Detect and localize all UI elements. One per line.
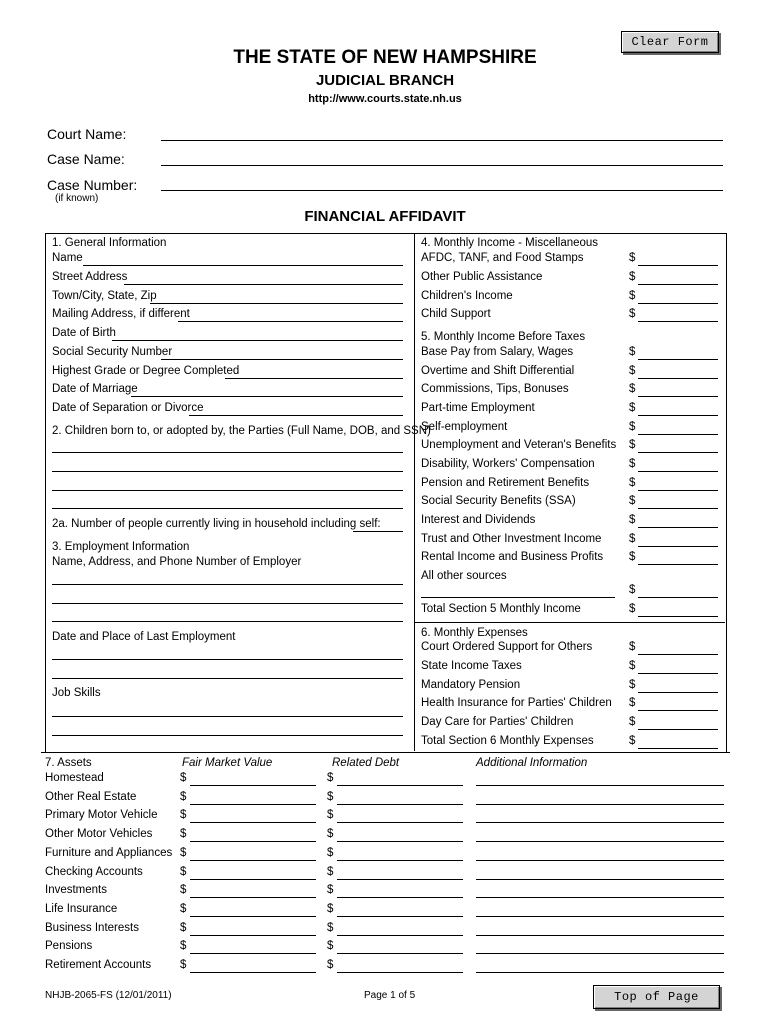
currency-sign: $ <box>327 940 334 953</box>
asset-label: Homestead <box>45 772 104 784</box>
currency-sign: $ <box>629 716 636 728</box>
employer-line[interactable] <box>52 621 403 622</box>
s1-field-input[interactable] <box>150 303 403 304</box>
currency-sign: $ <box>180 790 187 803</box>
currency-sign: $ <box>629 603 636 615</box>
s1-field-input[interactable] <box>189 415 403 416</box>
currency-sign: $ <box>629 439 636 451</box>
asset-debt-input[interactable] <box>337 804 463 805</box>
s1-field-input[interactable] <box>124 284 403 285</box>
s2-children-line[interactable] <box>52 490 403 491</box>
assets-title: 7. Assets <box>45 757 92 769</box>
s1-field-input[interactable] <box>83 265 403 266</box>
asset-fmv-input[interactable] <box>190 860 316 861</box>
s1-title: 1. General Information <box>52 237 167 249</box>
s2a-label: 2a. Number of people currently living in household including self: <box>52 518 381 530</box>
asset-debt-input[interactable] <box>337 953 463 954</box>
s1-field-label: Highest Grade or Degree Completed <box>52 365 240 377</box>
currency-sign: $ <box>327 902 334 915</box>
s5-amount-input[interactable] <box>638 359 718 360</box>
s5-amount-input[interactable] <box>638 508 718 509</box>
employer-line[interactable] <box>52 584 403 585</box>
currency-sign: $ <box>327 884 334 897</box>
s1-field-input[interactable] <box>112 340 403 341</box>
asset-label: Checking Accounts <box>45 865 143 878</box>
s4-amount-input[interactable] <box>638 321 718 322</box>
s1-field-label: Date of Marriage <box>52 383 138 395</box>
asset-fmv-input[interactable] <box>190 935 316 936</box>
s3-title: 3. Employment Information <box>52 541 190 553</box>
last-employment-line[interactable] <box>52 659 403 660</box>
s5-amount-input[interactable] <box>638 471 718 472</box>
s1-field-label: Date of Separation or Divorce <box>52 402 204 414</box>
case-name-field[interactable] <box>161 165 723 166</box>
currency-sign: $ <box>327 790 334 803</box>
currency-sign: $ <box>629 365 636 377</box>
asset-label: Pensions <box>45 940 93 953</box>
s5-item-label: Rental Income and Business Profits <box>421 551 604 563</box>
s2a-count-input[interactable] <box>353 531 403 532</box>
asset-info-input[interactable] <box>476 897 724 898</box>
asset-fmv-input[interactable] <box>190 953 316 954</box>
clear-form-button[interactable]: Clear Form <box>621 31 719 53</box>
currency-sign: $ <box>629 308 636 320</box>
asset-info-input[interactable] <box>476 860 724 861</box>
assets-section <box>41 752 730 979</box>
s1-field-label: Social Security Number <box>52 346 173 358</box>
s1-field-label: Mailing Address, if different <box>52 308 190 320</box>
s5-amount-input[interactable] <box>638 434 718 435</box>
asset-label: Primary Motor Vehicle <box>45 809 158 822</box>
currency-sign: $ <box>180 921 187 934</box>
currency-sign: $ <box>180 828 187 841</box>
s2-children-line[interactable] <box>52 452 403 453</box>
currency-sign: $ <box>629 584 636 596</box>
currency-sign: $ <box>327 959 334 971</box>
currency-sign: $ <box>629 641 636 653</box>
asset-debt-input[interactable] <box>337 841 463 842</box>
s1-field-input[interactable] <box>161 359 403 360</box>
last-employment-label: Date and Place of Last Employment <box>52 631 236 643</box>
s4-amount-input[interactable] <box>638 284 718 285</box>
s5-item-label: Overtime and Shift Differential <box>421 365 575 377</box>
s5-total-amount[interactable] <box>638 616 718 617</box>
s5-item-label: Base Pay from Salary, Wages <box>421 346 574 358</box>
s6-amount-input[interactable] <box>638 692 718 693</box>
last-employment-line[interactable] <box>52 678 403 679</box>
case-name-label: Case Name: <box>47 151 125 167</box>
s6-total-amount[interactable] <box>638 748 718 749</box>
s5-item-label: Unemployment and Veteran's Benefits <box>421 439 617 451</box>
s4-item-label: AFDC, TANF, and Food Stamps <box>421 252 584 264</box>
currency-sign: $ <box>629 383 636 395</box>
s5-other-label: All other sources <box>421 570 507 582</box>
s5-item-label: Interest and Dividends <box>421 514 536 526</box>
asset-label: Other Real Estate <box>45 790 137 803</box>
s5-item-label: Self-employment <box>421 421 508 433</box>
s5-amount-input[interactable] <box>638 396 718 397</box>
asset-info-input[interactable] <box>476 841 724 842</box>
s1-field-label: Town/City, State, Zip <box>52 290 157 302</box>
currency-sign: $ <box>629 514 636 526</box>
case-number-field[interactable] <box>161 190 723 191</box>
s6-amount-input[interactable] <box>638 673 718 674</box>
currency-sign: $ <box>629 271 636 283</box>
currency-sign: $ <box>629 477 636 489</box>
asset-info-input[interactable] <box>476 935 724 936</box>
asset-label: Business Interests <box>45 921 139 934</box>
s6-amount-input[interactable] <box>638 729 718 730</box>
s6-item-label: Court Ordered Support for Others <box>421 641 593 653</box>
asset-debt-input[interactable] <box>337 916 463 917</box>
asset-info-input[interactable] <box>476 879 724 880</box>
asset-label: Life Insurance <box>45 902 118 915</box>
currency-sign: $ <box>629 421 636 433</box>
currency-sign: $ <box>629 735 636 747</box>
asset-info-input[interactable] <box>476 822 724 823</box>
asset-debt-input[interactable] <box>337 897 463 898</box>
s2-children-line[interactable] <box>52 508 403 509</box>
currency-sign: $ <box>629 697 636 709</box>
assets-col-fmv: Fair Market Value <box>182 757 273 769</box>
currency-sign: $ <box>180 959 187 971</box>
column-divider <box>414 233 415 751</box>
currency-sign: $ <box>180 940 187 953</box>
currency-sign: $ <box>327 846 334 859</box>
currency-sign: $ <box>629 458 636 470</box>
currency-sign: $ <box>180 809 187 822</box>
form-title: FINANCIAL AFFIDAVIT <box>304 208 466 225</box>
s1-field-label: Date of Birth <box>52 327 116 339</box>
court-name-label: Court Name: <box>47 126 127 142</box>
currency-sign: $ <box>327 865 334 878</box>
s2-title: 2. Children born to, or adopted by, the Parties (Full Name, DOB, and SSN) <box>52 425 431 437</box>
currency-sign: $ <box>629 252 636 264</box>
s5-title: 5. Monthly Income Before Taxes <box>421 331 586 343</box>
s5-amount-input[interactable] <box>638 378 718 379</box>
case-number-label: Case Number: <box>47 177 138 193</box>
currency-sign: $ <box>629 660 636 672</box>
top-of-page-button[interactable]: Top of Page <box>593 985 720 1009</box>
s6-title: 6. Monthly Expenses <box>421 627 528 639</box>
assets-col-info: Additional Information <box>476 757 588 769</box>
if-known-note: (if known) <box>55 193 99 204</box>
currency-sign: $ <box>629 679 636 691</box>
s6-item-label: Health Insurance for Parties' Children <box>421 697 612 709</box>
asset-fmv-input[interactable] <box>190 822 316 823</box>
currency-sign: $ <box>629 551 636 563</box>
s5-total-label: Total Section 5 Monthly Income <box>421 603 581 615</box>
s5-item-label: Pension and Retirement Benefits <box>421 477 590 489</box>
asset-debt-input[interactable] <box>337 822 463 823</box>
asset-label: Investments <box>45 884 107 897</box>
s5-item-label: Commissions, Tips, Bonuses <box>421 383 569 395</box>
s5-amount-input[interactable] <box>638 564 718 565</box>
asset-debt-input[interactable] <box>337 860 463 861</box>
asset-debt-input[interactable] <box>337 972 463 973</box>
s5-item-label: Part-time Employment <box>421 402 535 414</box>
s5-item-label: Trust and Other Investment Income <box>421 533 602 545</box>
s1-field-label: Name <box>52 252 83 264</box>
currency-sign: $ <box>180 865 187 878</box>
asset-fmv-input[interactable] <box>190 972 316 973</box>
s5-amount-input[interactable] <box>638 546 718 547</box>
s5-amount-input[interactable] <box>638 415 718 416</box>
currency-sign: $ <box>327 828 334 841</box>
asset-info-input[interactable] <box>476 785 724 786</box>
s6-amount-input[interactable] <box>638 710 718 711</box>
s4-amount-input[interactable] <box>638 265 718 266</box>
form-id: NHJB-2065-FS (12/01/2011) <box>45 990 172 1001</box>
currency-sign: $ <box>629 402 636 414</box>
s2-children-line[interactable] <box>52 471 403 472</box>
s6-total-label: Total Section 6 Monthly Expenses <box>421 735 594 747</box>
s5-other-amount[interactable] <box>638 597 718 598</box>
currency-sign: $ <box>180 884 187 897</box>
branch-title: JUDICIAL BRANCH <box>315 72 455 89</box>
asset-info-input[interactable] <box>476 804 724 805</box>
currency-sign: $ <box>180 846 187 859</box>
currency-sign: $ <box>180 902 187 915</box>
currency-sign: $ <box>327 809 334 822</box>
s3-subtitle: Name, Address, and Phone Number of Employer <box>52 556 302 568</box>
s1-field-input[interactable] <box>131 396 403 397</box>
s1-field-input[interactable] <box>178 321 403 322</box>
s4-amount-input[interactable] <box>638 303 718 304</box>
s5-item-label: Disability, Workers' Compensation <box>421 458 595 470</box>
asset-debt-input[interactable] <box>337 935 463 936</box>
asset-fmv-input[interactable] <box>190 916 316 917</box>
court-name-field[interactable] <box>161 140 723 141</box>
employer-line[interactable] <box>52 603 403 604</box>
asset-fmv-input[interactable] <box>190 897 316 898</box>
currency-sign: $ <box>629 495 636 507</box>
s4-item-label: Child Support <box>421 308 491 320</box>
s1-field-label: Street Address <box>52 271 128 283</box>
currency-sign: $ <box>629 346 636 358</box>
job-skills-line[interactable] <box>52 735 403 736</box>
s5-amount-input[interactable] <box>638 452 718 453</box>
s5-other-description[interactable] <box>421 597 615 598</box>
asset-label: Furniture and Appliances <box>45 846 173 859</box>
s6-item-label: Mandatory Pension <box>421 679 521 691</box>
section-6-divider <box>414 622 725 623</box>
s4-title: 4. Monthly Income - Miscellaneous <box>421 237 599 249</box>
asset-info-input[interactable] <box>476 953 724 954</box>
s5-amount-input[interactable] <box>638 527 718 528</box>
asset-fmv-input[interactable] <box>190 804 316 805</box>
asset-fmv-input[interactable] <box>190 841 316 842</box>
s4-item-label: Children's Income <box>421 290 513 302</box>
asset-info-input[interactable] <box>476 972 724 973</box>
currency-sign: $ <box>629 533 636 545</box>
s6-amount-input[interactable] <box>638 654 718 655</box>
court-url: http://www.courts.state.nh.us <box>308 93 462 105</box>
currency-sign: $ <box>180 772 187 784</box>
asset-info-input[interactable] <box>476 916 724 917</box>
s5-amount-input[interactable] <box>638 490 718 491</box>
currency-sign: $ <box>327 772 334 784</box>
asset-debt-input[interactable] <box>337 785 463 786</box>
currency-sign: $ <box>327 921 334 934</box>
job-skills-line[interactable] <box>52 716 403 717</box>
asset-fmv-input[interactable] <box>190 879 316 880</box>
s6-item-label: State Income Taxes <box>421 660 522 672</box>
assets-col-debt: Related Debt <box>332 757 400 769</box>
asset-label: Other Motor Vehicles <box>45 828 153 841</box>
asset-debt-input[interactable] <box>337 879 463 880</box>
job-skills-label: Job Skills <box>52 687 101 699</box>
currency-sign: $ <box>629 290 636 302</box>
asset-fmv-input[interactable] <box>190 785 316 786</box>
s4-item-label: Other Public Assistance <box>421 271 543 283</box>
asset-label: Retirement Accounts <box>45 959 152 971</box>
s5-item-label: Social Security Benefits (SSA) <box>421 495 576 507</box>
page-number: Page 1 of 5 <box>364 990 416 1001</box>
s6-item-label: Day Care for Parties' Children <box>421 716 574 728</box>
s1-field-input[interactable] <box>225 378 403 379</box>
state-title: THE STATE OF NEW HAMPSHIRE <box>233 47 537 68</box>
